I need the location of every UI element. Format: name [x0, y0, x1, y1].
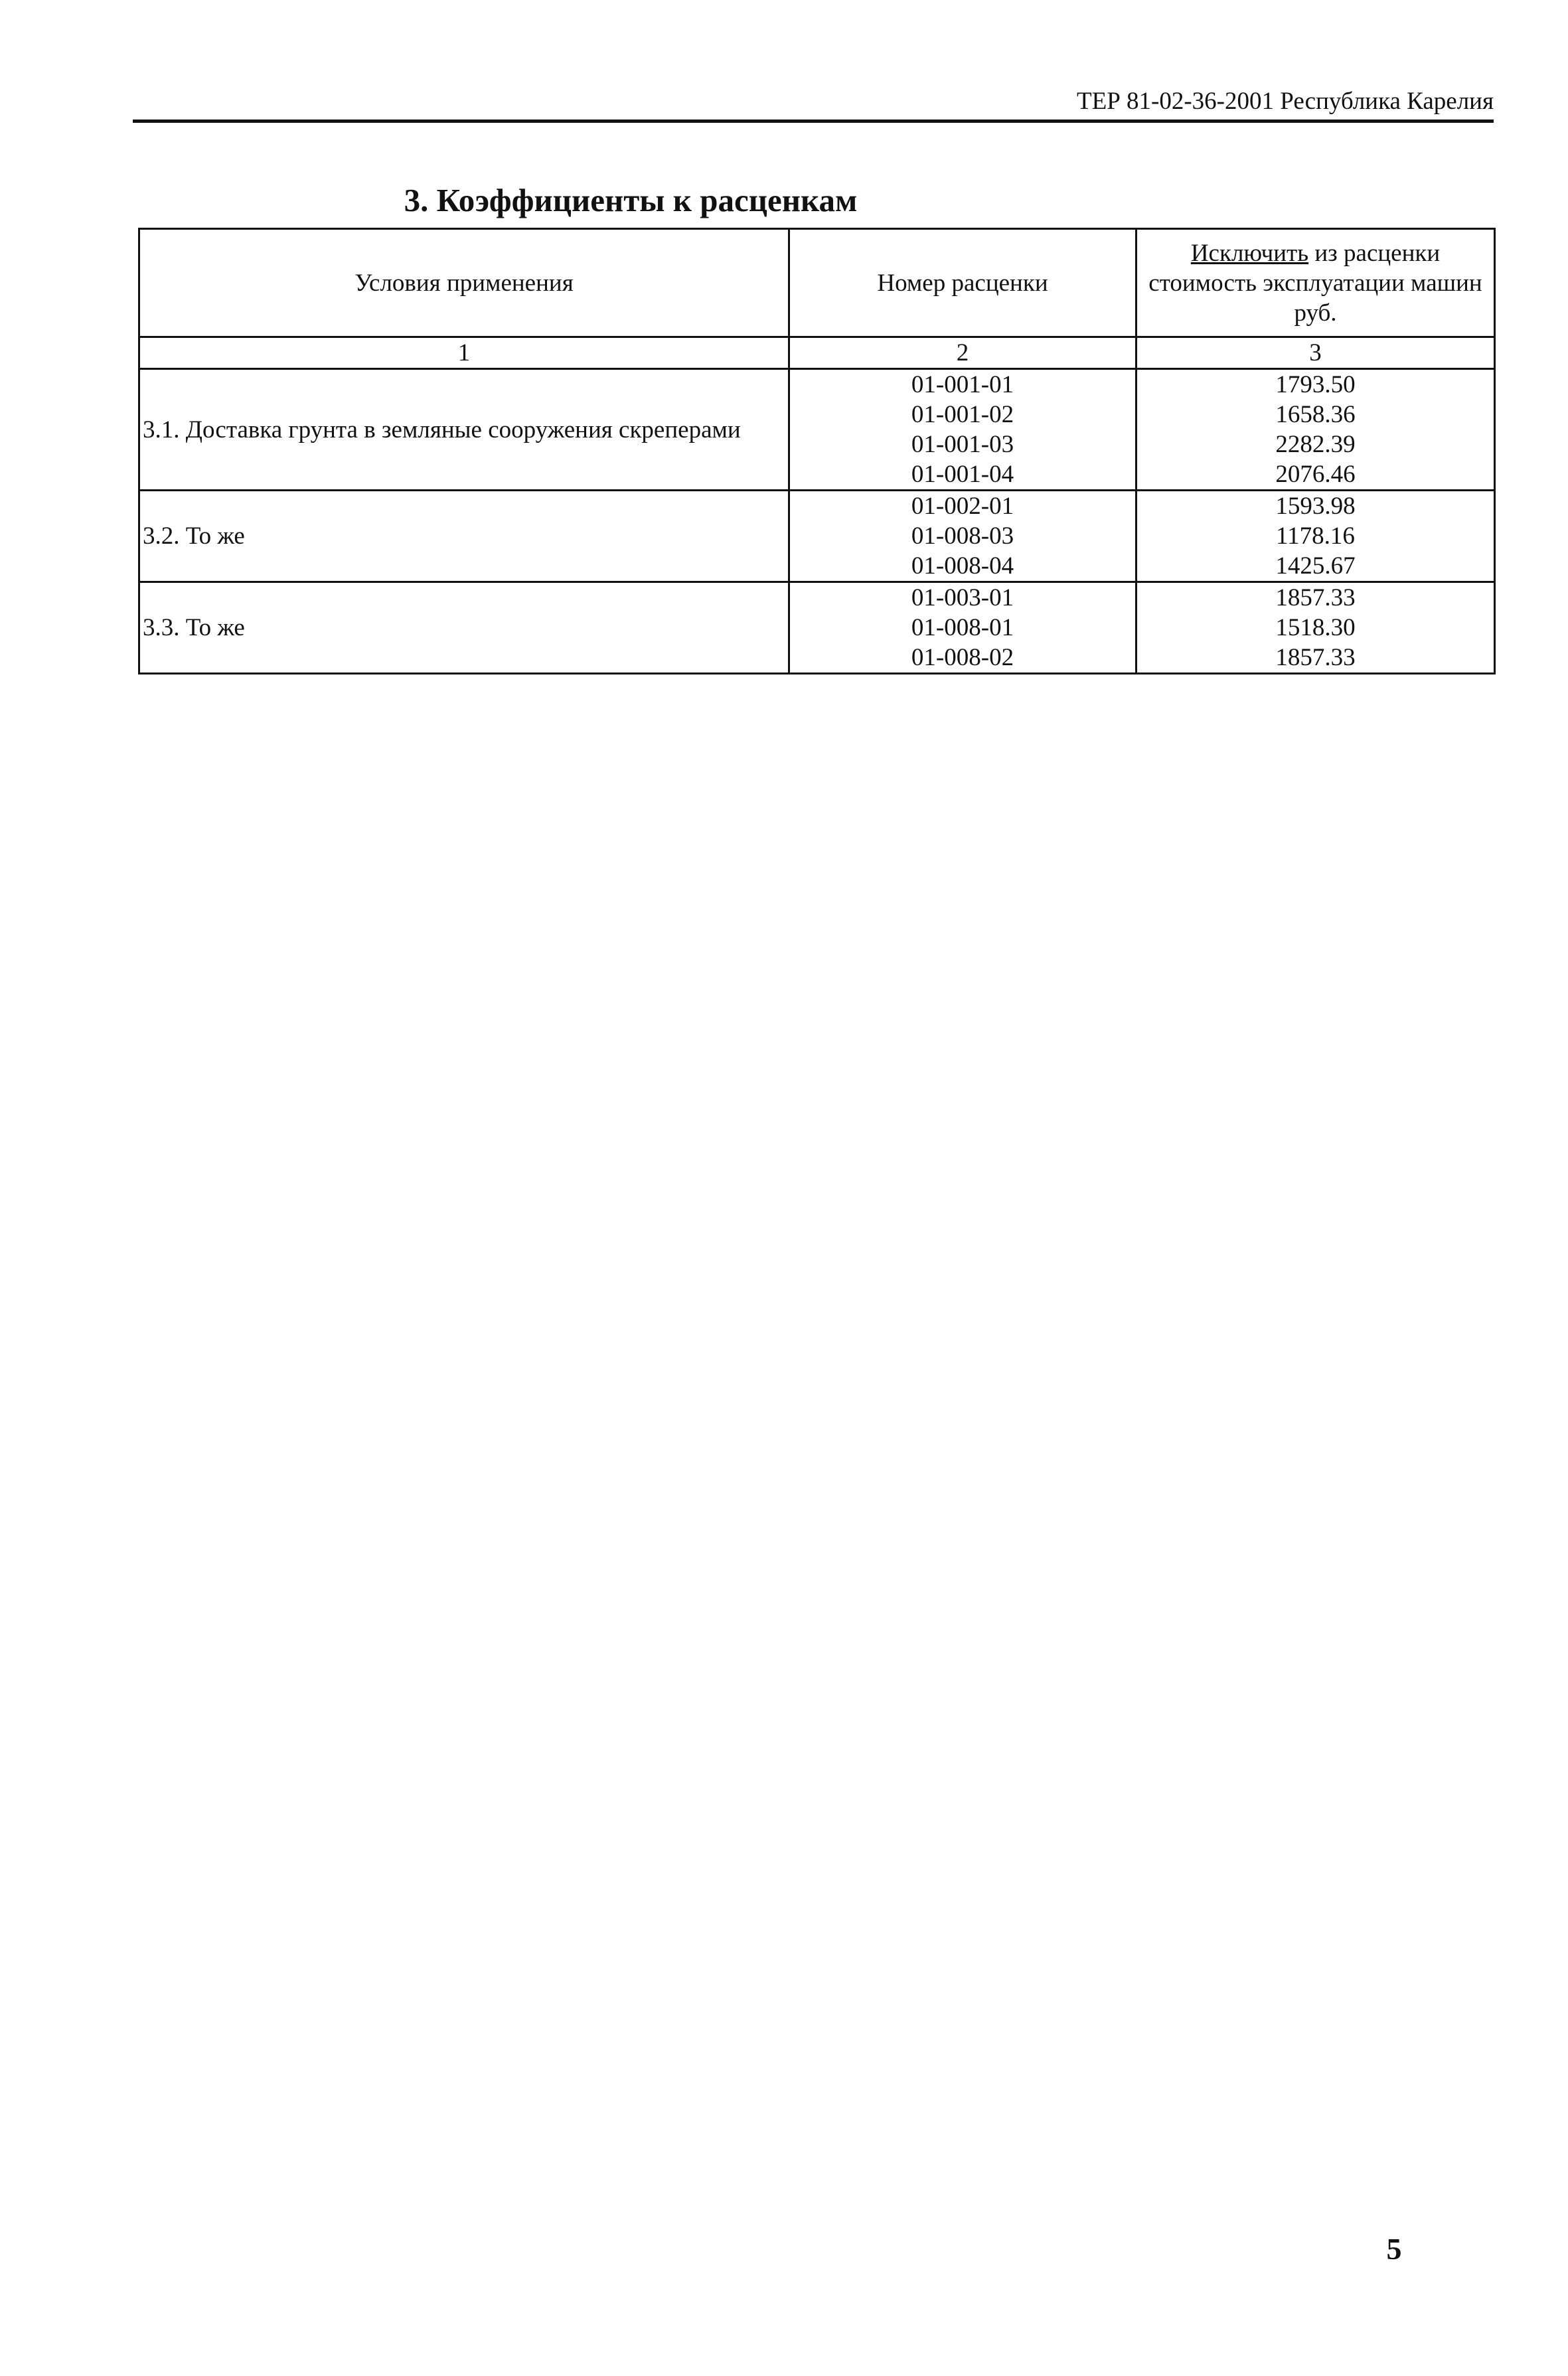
rate-code: 01-001-02: [911, 401, 1014, 428]
column-number: 2: [789, 337, 1137, 369]
rate-codes-cell: [789, 582, 1137, 674]
page-number: 5: [1386, 2232, 1402, 2266]
column-number: 1: [139, 337, 789, 369]
header-rate-number: Номер расценки: [789, 229, 1137, 337]
column-number-row: [139, 337, 1495, 369]
rate-code: 01-008-03: [911, 522, 1014, 550]
header-exclude-text: из расценки стоимость эксплуатации машин: [1148, 239, 1482, 297]
rate-code: 01-003-01: [911, 584, 1014, 611]
table-header-row: [139, 229, 1495, 337]
condition-cell: 3.3. То же: [139, 582, 789, 674]
cost-value: 1658.36: [1275, 401, 1356, 428]
header-exclude-cost: [1137, 229, 1495, 337]
rate-code: 01-002-01: [911, 493, 1014, 520]
cost-value: 1518.30: [1275, 614, 1356, 641]
cost-value: 1425.67: [1275, 552, 1356, 580]
cost-value: 1178.16: [1276, 522, 1355, 550]
rate-code: 01-008-04: [911, 552, 1014, 580]
rate-code: 01-001-03: [911, 431, 1014, 458]
rate-codes-cell: [789, 491, 1137, 582]
header-exclude-word: Исключить: [1190, 239, 1309, 267]
header-conditions: Условия применения: [139, 229, 789, 337]
cost-value: 2282.39: [1275, 431, 1356, 458]
cost-value: 1857.33: [1275, 644, 1356, 671]
cost-value: 2076.46: [1275, 461, 1356, 488]
cost-value: 1593.98: [1275, 493, 1356, 520]
section-title: 3. Коэффициенты к расценкам: [404, 182, 858, 218]
table-group-row: [139, 582, 1495, 674]
header-unit: руб.: [1294, 299, 1337, 327]
cost-values-cell: [1137, 491, 1495, 582]
rate-code: 01-001-04: [911, 461, 1014, 488]
rate-code: 01-008-01: [911, 614, 1014, 641]
cost-values-cell: [1137, 582, 1495, 674]
header-rule: [133, 119, 1494, 123]
table-group-row: [139, 491, 1495, 582]
coefficients-table: [138, 228, 1496, 674]
condition-cell: 3.1. Доставка грунта в земляные сооружения скреперами: [139, 369, 789, 491]
column-number: 3: [1137, 337, 1495, 369]
rate-codes-cell: [789, 369, 1137, 491]
table-group-row: [139, 369, 1495, 491]
document-header: ТЕР 81-02-36-2001 Республика Карелия: [1077, 88, 1494, 115]
rate-code: 01-001-01: [911, 371, 1014, 398]
rate-code: 01-008-02: [911, 644, 1014, 671]
cost-value: 1857.33: [1275, 584, 1356, 611]
cost-value: 1793.50: [1275, 371, 1356, 398]
condition-cell: 3.2. То же: [139, 491, 789, 582]
cost-values-cell: [1137, 369, 1495, 491]
